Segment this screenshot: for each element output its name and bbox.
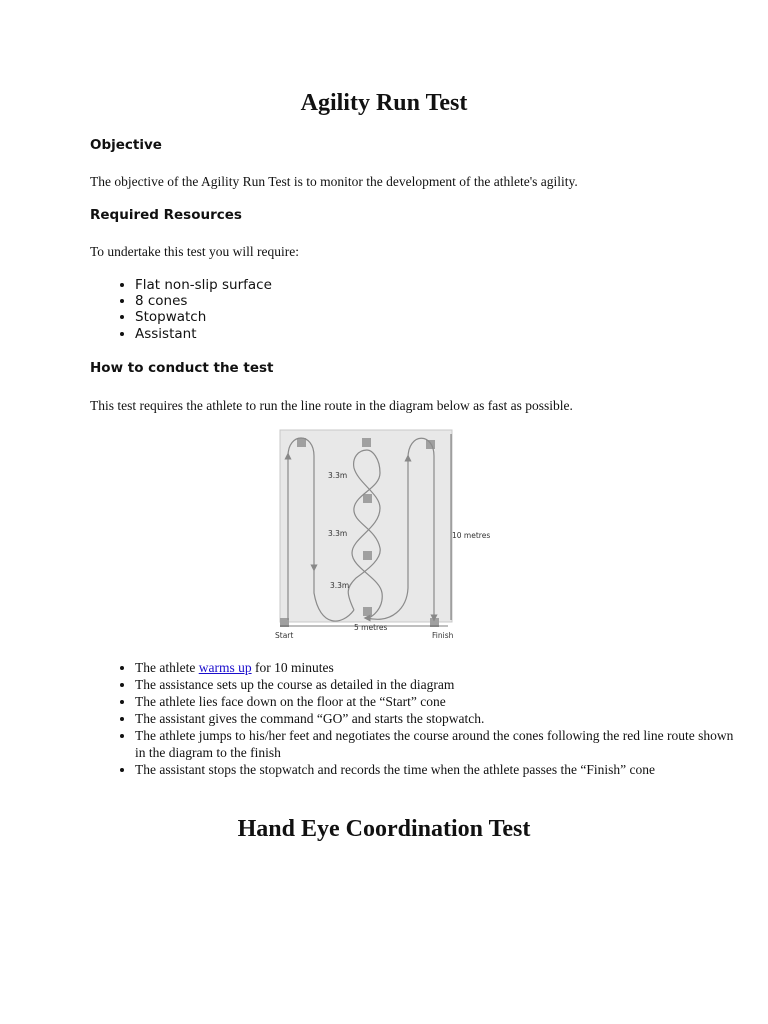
- resources-list: [90, 277, 272, 342]
- list-item: • The athlete lies face down on the floor at the “Start” cone: [135, 693, 735, 710]
- step-text: The athlete: [135, 660, 199, 675]
- list-item: [135, 659, 735, 676]
- course-area: [280, 430, 452, 622]
- cone: [426, 440, 435, 449]
- cone: [363, 551, 372, 560]
- spacing-label: 3.3m: [328, 471, 348, 480]
- page-title: Agility Run Test: [300, 90, 468, 116]
- list-item: • The assistance sets up the course as detailed in the diagram: [135, 676, 735, 693]
- cone: [362, 438, 371, 447]
- conduct-text: This test requires the athlete to run the line route in the diagram below as fast as possible.: [90, 398, 573, 413]
- finish-label: Finish: [432, 631, 454, 640]
- next-section-title: Hand Eye Coordination Test: [237, 816, 531, 842]
- list-item: • Flat non-slip surface: [135, 277, 272, 293]
- conduct-heading: How to conduct the test: [90, 360, 274, 376]
- resources-intro: To undertake this test you will require:: [90, 244, 300, 259]
- list-item: • 8 cones: [135, 293, 272, 309]
- list-item: • The athlete jumps to his/her feet and negotiates the course around the cones following the red line route shown in the diagram to the finish: [135, 727, 735, 761]
- list-item: • Assistant: [135, 326, 272, 342]
- procedure-list: [90, 659, 735, 778]
- resources-heading: Required Resources: [90, 207, 242, 223]
- width-label: 5 metres: [354, 623, 388, 632]
- objective-heading: Objective: [90, 137, 162, 153]
- agility-course-diagram: [272, 428, 494, 644]
- length-label: 10 metres: [452, 531, 491, 540]
- step-text: for 10 minutes: [251, 660, 334, 675]
- objective-text: The objective of the Agility Run Test is to monitor the development of the athlete's agility.: [90, 174, 578, 189]
- list-item: • The assistant stops the stopwatch and records the time when the athlete passes the “Finish” cone: [135, 761, 735, 778]
- cone: [363, 607, 372, 616]
- spacing-label: 3.3m: [330, 581, 350, 590]
- list-item: • Stopwatch: [135, 309, 272, 325]
- spacing-label: 3.3m: [328, 529, 348, 538]
- warms-up-link[interactable]: warms up: [198, 660, 252, 675]
- cone: [297, 438, 306, 447]
- start-label: Start: [275, 631, 294, 640]
- list-item: • The assistant gives the command “GO” and starts the stopwatch.: [135, 710, 735, 727]
- cone: [363, 494, 372, 503]
